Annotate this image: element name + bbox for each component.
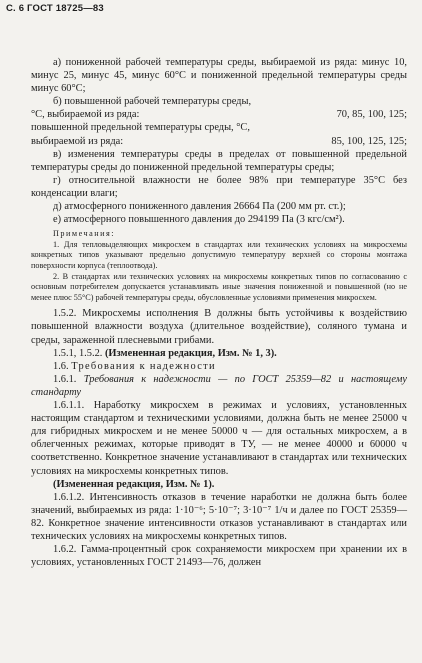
item-e: е) атмосферного повышенного давления до 294199 Па (3 кгс/см²). bbox=[53, 214, 345, 226]
revision-note: (Измененная редакция, Изм. № 1, 3). bbox=[104, 347, 277, 359]
section-1-6-1-number: 1.6.1. bbox=[53, 373, 77, 385]
section-1-6-2: 1.6.2. Гамма-процентный срок сохраняемости микросхем при хранении их в условиях, установленных ГОСТ 21493—76, должен bbox=[31, 544, 407, 569]
item-g: г) относительной влажности не более 98% при температуре 35°С без конденсации влаги; bbox=[31, 174, 407, 199]
item-b-limit-values: 85, 100, 125, 125; bbox=[331, 135, 407, 147]
item-b-limit: повышенной предельной температуры среды, °С, bbox=[31, 122, 250, 134]
document-body bbox=[31, 56, 407, 569]
section-1-6-1-text: Требования к надежности — по ГОСТ 25359—82 и настоящему стандарту bbox=[31, 373, 407, 398]
section-1-6-1-1: 1.6.1.1. Наработку микросхем в режимах и условиях, установленных настоящим стандартом и техническими условиями, должна быть не менее 25000 ч для гибридных микросхем и не менее 50000 ч — для остальных микросхем, а в облегченных режимах, которые приводят в ТУ, — не менее 40000 и 60000 ч соответственно. Конкретное значение устанавливают в стандартах или технических условиях на микросхемы конкретных типов. bbox=[31, 400, 407, 477]
section-1-5-revision bbox=[31, 347, 407, 360]
item-d: д) атмосферного пониженного давления 26664 Па (200 мм рт. ст.); bbox=[53, 201, 346, 213]
note-2: 2. В стандартах или технических условиях на микросхемы конкретных типов по согласованию с основным потребителем допускается устанавливать иные значения пониженной и повышенной (но не менее плюс 55°С) рабочей температуры среды, обусловленные условиями применения микросхем. bbox=[31, 271, 407, 302]
section-1-5-2: 1.5.2. Микросхемы исполнения В должны быть устойчивы к воздействию повышенной влажности воздуха (длительное воздействие), соляного тумана и среды, зараженной плесневыми грибами. bbox=[31, 308, 407, 346]
item-b-intro: б) повышенной рабочей температуры среды, bbox=[53, 96, 252, 108]
notes-block bbox=[31, 229, 407, 303]
item-b-left: °С, выбираемой из ряда: bbox=[31, 109, 140, 121]
section-1-6-title: Требования к надежности bbox=[71, 360, 216, 372]
item-b-limit-row bbox=[31, 135, 407, 148]
item-a: а) пониженной рабочей температуры среды, выбираемой из ряда: минус 10, минус 25, минус 45, минус 60°С и пониженной предельной температуры среды минус 60°С; bbox=[31, 57, 407, 95]
section-1-6-1-1-revision: (Измененная редакция, Изм. № 1). bbox=[53, 478, 215, 490]
section-1-6-1-2: 1.6.1.2. Интенсивность отказов в течение наработки не должна быть более значений, выбираемых из ряда: 1·10⁻⁶; 5·10⁻⁷; 3·10⁻⁷ 1/ч и далее по ГОСТ 25359—82. Конкретное значение интенсивности отказов устанавливают в стандартах или технических условиях на микросхемы конкретных типов. bbox=[31, 491, 407, 542]
page-header: С. 6 ГОСТ 18725—83 bbox=[6, 3, 104, 14]
item-b-values: 70, 85, 100, 125; bbox=[336, 109, 407, 121]
section-1-6-1 bbox=[31, 373, 407, 399]
section-1-6-number: 1.6. bbox=[53, 360, 69, 372]
item-b-limit-left: выбираемой из ряда: bbox=[31, 135, 124, 147]
revision-ref: 1.5.1, 1.5.2. bbox=[53, 347, 103, 359]
note-1: 1. Для тепловыделяющих микросхем в стандартах или технических условиях на микросхемы конкретных типов указывают предельно допустимую температуру верхней со стороны монтажа поверхности корпуса (теплоотвода). bbox=[31, 239, 407, 270]
item-v: в) изменения температуры среды в пределах от повышенной предельной температуры среды до пониженной предельной температуры среды; bbox=[31, 148, 407, 173]
notes-title: Примечания: bbox=[53, 229, 116, 239]
item-b-row bbox=[31, 108, 407, 121]
section-1-6-heading bbox=[31, 360, 407, 373]
